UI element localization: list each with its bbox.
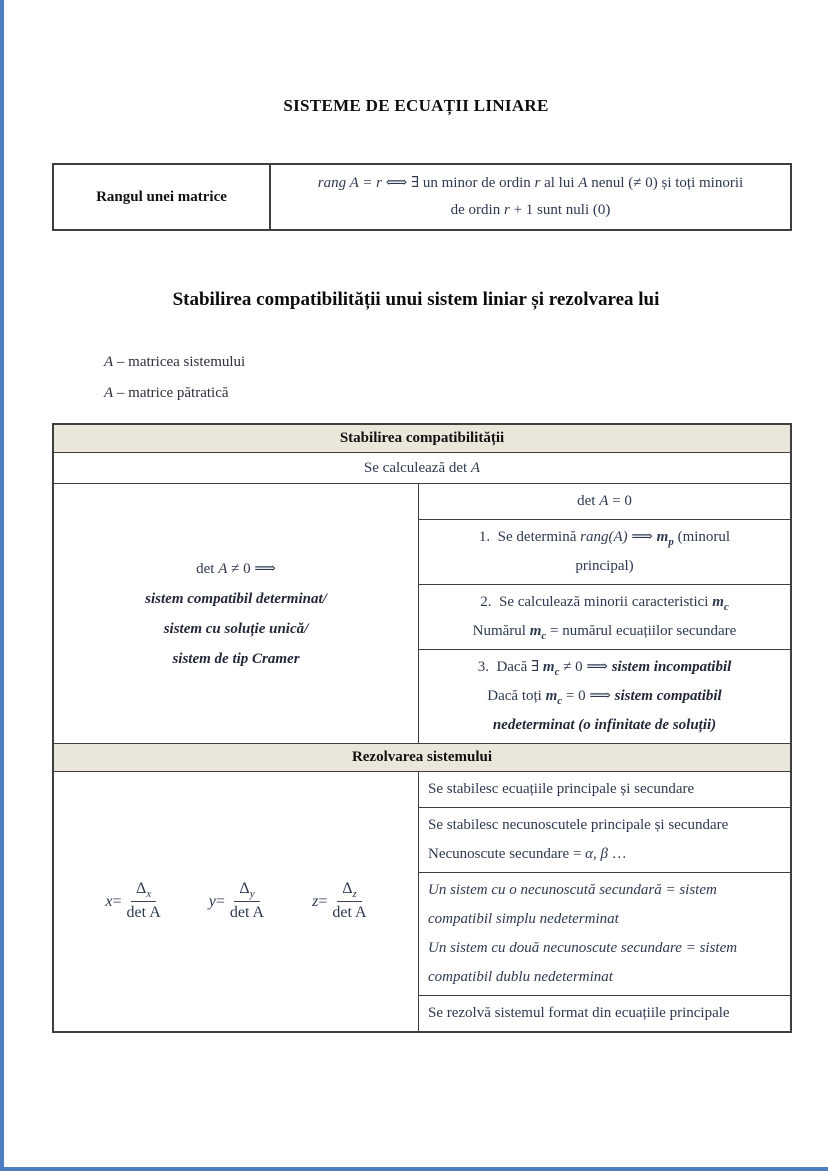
compat-header-row: Stabilirea compatibilității: [54, 425, 790, 453]
solve-note-line-2: compatibil simplu nedeterminat: [428, 911, 619, 927]
det-zero-row: det A = 0: [419, 484, 790, 520]
page-title: SISTEME DE ECUAȚII LINIARE: [283, 96, 549, 115]
rank-definition-line1: rang A = r ⟺ ∃ un minor de ordin r al lui A nenul (≠ 0) și toți minorii: [317, 175, 744, 191]
step-2-row: [419, 585, 790, 650]
step-1-line-1: 1. Se determină rang(A) ⟹ $m_p$ (minorul: [478, 529, 731, 548]
main-table: [52, 423, 792, 1033]
rank-definition-cell: [271, 165, 790, 229]
formula-z: z = $\frac{\Delta_z}{\text{det A}}$: [312, 879, 366, 924]
step-1-line-2: principal): [575, 558, 634, 574]
note-matrix-of-system: A – matricea sistemului: [104, 354, 246, 370]
det-nonzero-cell: [54, 484, 419, 743]
solve-steps-column: [419, 772, 790, 1031]
step-2-line-2: Numărul $m_c$ = numărul ecuațiilor secundare: [472, 623, 737, 642]
solve-note-line-3: Un sistem cu două necunoscute secundare = sistem: [428, 940, 738, 956]
rank-label-cell: Rangul unei matrice: [54, 165, 271, 229]
step-3-line-1: 3. Dacă ∃ $m_c \ne 0$ ⟹ sistem incompatibil: [477, 659, 732, 678]
formula-x: x = $\frac{\Delta_x}{\text{det A}}$: [105, 879, 160, 924]
tip-cramer-line: sistem de tip Cramer: [172, 650, 300, 667]
cramer-formulas-cell: [54, 772, 419, 1031]
solve-step-1-row: Se stabilesc ecuațiile principale și secundare: [419, 772, 790, 808]
step-2-line-1: 2. Se calculează minorii caracteristici $m_c$: [480, 594, 729, 613]
fraction-z: $\frac{\Delta_z}{\text{det A}}$: [332, 880, 367, 921]
solve-body: [54, 772, 790, 1031]
det-zero-column: [419, 484, 790, 743]
solve-note-row: [419, 873, 790, 996]
notes-block: [104, 347, 828, 409]
fraction-y: $\frac{\Delta_y}{\text{det A}}$: [229, 880, 265, 921]
solve-header-row: Rezolvarea sistemului: [54, 744, 790, 772]
solve-step-2-line-2: Necunoscute secundare = α, β …: [428, 846, 627, 862]
step-3-line-2: Dacă toți $m_c = 0$ ⟹ sistem compatibil: [487, 688, 722, 707]
section-heading: Stabilirea compatibilității unui sistem liniar și rezolvarea lui: [172, 289, 660, 310]
fraction-x: $\frac{\Delta_x}{\text{det A}}$: [126, 880, 161, 921]
solve-note-line-4: compatibil dublu nedeterminat: [428, 969, 613, 985]
solve-step-3-row: Se rezolvă sistemul format din ecuațiile principale: [428, 1005, 730, 1021]
rank-definition-line2: de ordin r + 1 sunt nuli (0): [450, 202, 611, 218]
step-3-row: [419, 650, 790, 743]
rank-definition-table: [52, 163, 792, 231]
step-3-line-3: nedeterminat (o infinitate de soluții): [492, 717, 717, 733]
det-calc-row: Se calculează det A: [54, 453, 790, 484]
formula-y: y = $\frac{\Delta_y}{\text{det A}}$: [209, 879, 264, 924]
solutie-unica-line: sistem cu soluție unică/: [163, 620, 309, 637]
solve-note-line-1: Un sistem cu o necunoscută secundară = sistem: [428, 882, 717, 898]
note-square-matrix: A – matrice pătratică: [104, 385, 229, 401]
compat-determinat-line: sistem compatibil determinat/: [145, 590, 327, 607]
solve-step-2-line-1: Se stabilesc necunoscutele principale și secundare: [428, 817, 729, 833]
solve-step-2-row: [419, 808, 790, 873]
step-1-row: [419, 520, 790, 585]
compat-body: [54, 484, 790, 744]
det-nonzero-line: det A ≠ 0 ⟹: [196, 560, 276, 577]
